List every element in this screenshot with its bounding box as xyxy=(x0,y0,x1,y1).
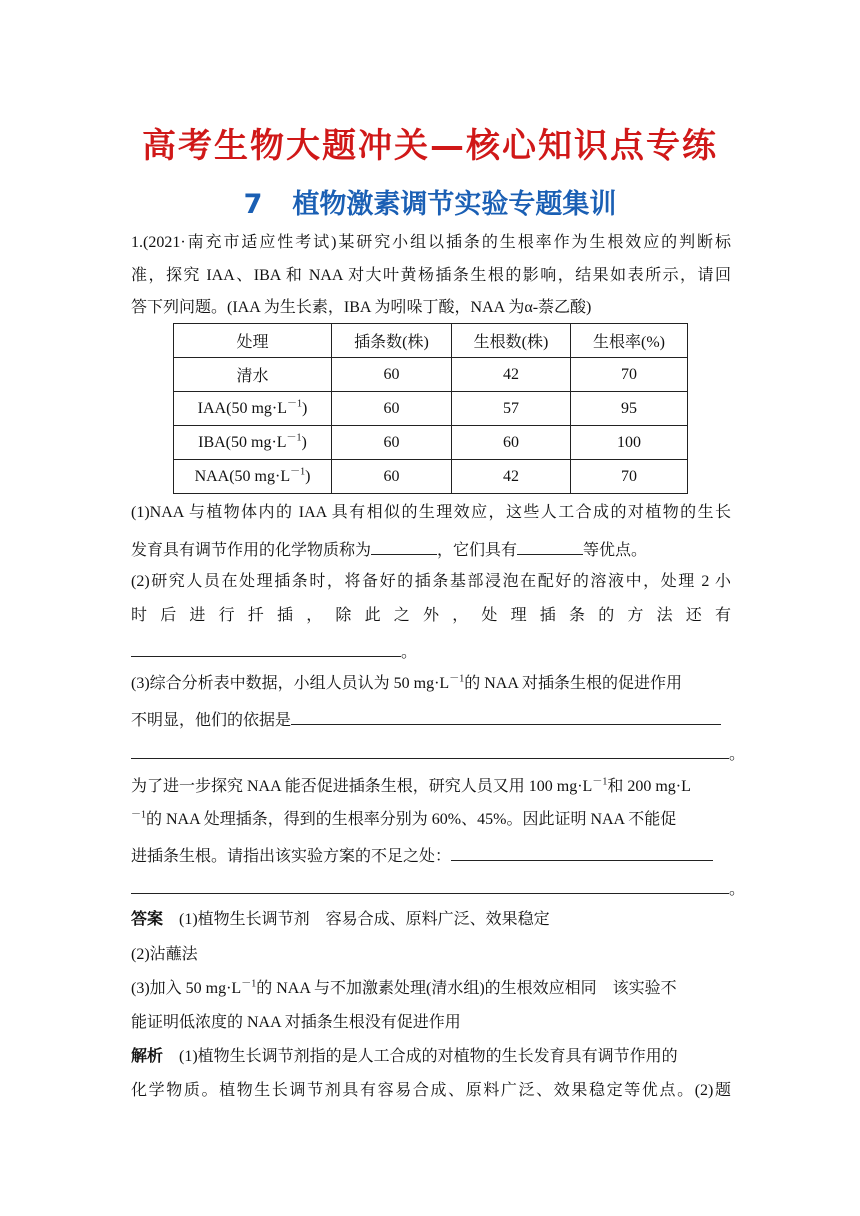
table-row xyxy=(174,392,688,426)
cell-treatment xyxy=(174,460,332,494)
q3-superscript: －1 xyxy=(449,673,465,685)
answer-line-4: 能证明低浓度的 NAA 对插条生根没有促进作用 xyxy=(131,1014,461,1031)
unit-close: ) xyxy=(305,467,311,485)
q3-blank-3[interactable] xyxy=(451,844,713,861)
cell-rooted: 57 xyxy=(452,392,571,426)
question-intro-line-2: 准，探究 IAA、IBA 和 NAA 对大叶黄杨插条生根的影响，结果如表所示，请回 xyxy=(131,267,731,284)
treatment-text: 清水 xyxy=(236,368,269,385)
q3-line-4 xyxy=(131,777,731,797)
q3-blank-2[interactable] xyxy=(131,742,729,759)
answer-1: (1)植物生长调节剂 容易合成、原料广泛、效果稳定 xyxy=(179,911,550,928)
table-row xyxy=(174,460,688,494)
cell-treatment xyxy=(174,392,332,426)
answer-line-3 xyxy=(131,979,731,999)
unit-superscript: －1 xyxy=(286,432,302,444)
cell-rate: 100 xyxy=(571,426,688,460)
results-table xyxy=(173,323,688,494)
q2-line-3 xyxy=(131,640,731,663)
answer-line-2: (2)沾蘸法 xyxy=(131,946,198,963)
q3-text-c: 不明显，他们的依据是 xyxy=(131,712,292,729)
q2-blank[interactable] xyxy=(131,640,401,657)
cell-cuttings: 60 xyxy=(332,426,452,460)
q3-superscript-2: －1 xyxy=(592,776,608,788)
header-rate: 生根率(%) xyxy=(571,324,688,358)
q3-blank-1[interactable] xyxy=(291,708,721,725)
analysis-label: 解析 xyxy=(131,1048,164,1065)
q3-end-1: 。 xyxy=(729,746,746,763)
q3-text-a: (3)综合分析表中数据，小组人员认为 50 mg·L xyxy=(131,675,450,692)
section-number: 7 xyxy=(243,189,263,220)
q1-line-2 xyxy=(131,538,731,561)
cell-rooted: 60 xyxy=(452,426,571,460)
answer-label: 答案 xyxy=(131,911,164,928)
question-intro-line-1: 1.(2021·南充市适应性考试)某研究小组以插条的生根率作为生根效应的判断标 xyxy=(131,234,731,251)
treatment-text: NAA(50 mg·L xyxy=(194,467,291,485)
answer-line-1 xyxy=(131,910,731,930)
cell-cuttings: 60 xyxy=(332,358,452,392)
q2-line-2: 时 后 进 行 扦 插 ， 除 此 之 外 ， 处 理 插 条 的 方 法 还 有 xyxy=(131,607,731,624)
treatment-text: IBA(50 mg·L xyxy=(198,433,287,451)
header-cuttings: 插条数(株) xyxy=(332,324,452,358)
q2-end: 。 xyxy=(401,644,418,661)
q1-line-1: (1)NAA 与植物体内的 IAA 具有相似的生理效应，这些人工合成的对植物的生长 xyxy=(131,504,731,521)
cell-rate: 70 xyxy=(571,358,688,392)
q1-blank-1[interactable] xyxy=(371,538,437,555)
section-title xyxy=(0,182,860,221)
analysis-text-1: (1)植物生长调节剂指的是人工合成的对植物的生长发育具有调节作用的 xyxy=(163,1048,678,1065)
table-header-row xyxy=(174,324,688,358)
unit-superscript: －1 xyxy=(290,466,306,478)
q3-line-5 xyxy=(131,810,731,830)
analysis-line-1 xyxy=(131,1047,731,1067)
cell-rooted: 42 xyxy=(452,460,571,494)
answer-3-superscript: －1 xyxy=(241,978,257,990)
answer-3-text-a: (3)加入 50 mg·L xyxy=(131,980,242,997)
q3-line-3 xyxy=(131,742,746,765)
cell-rate: 70 xyxy=(571,460,688,494)
q3-line-7 xyxy=(131,877,746,900)
cell-rooted: 42 xyxy=(452,358,571,392)
q3-blank-4[interactable] xyxy=(131,877,729,894)
cell-treatment xyxy=(174,426,332,460)
treatment-text: IAA(50 mg·L xyxy=(197,399,287,417)
unit-close: ) xyxy=(301,433,307,451)
q3-text-g: 进插条生根。请指出该实验方案的不足之处： xyxy=(131,848,452,865)
q3-text-d: 为了进一步探究 NAA 能否促进插条生根，研究人员又用 100 mg·L xyxy=(131,778,593,795)
q3-superscript-3: －1 xyxy=(131,809,146,821)
answer-3-text-b: 的 NAA 与不加激素处理(清水组)的生根效应相同 该实验不 xyxy=(256,980,677,997)
question-intro-line-3: 答下列问题。(IAA 为生长素，IBA 为吲哚丁酸，NAA 为α-萘乙酸) xyxy=(131,299,592,316)
table-row xyxy=(174,426,688,460)
header-treatment: 处理 xyxy=(174,324,332,358)
cell-rate: 95 xyxy=(571,392,688,426)
q1-text-b: ，它们具有 xyxy=(437,542,518,559)
banner-title: 高考生物大题冲关—核心知识点专练 xyxy=(142,126,718,166)
header-rooted: 生根数(株) xyxy=(452,324,571,358)
q3-text-f: 的 NAA 处理插条，得到的生根率分别为 60%、45%。因此证明 NAA 不能促 xyxy=(146,811,677,828)
q1-blank-2[interactable] xyxy=(517,538,583,555)
q3-end-2: 。 xyxy=(729,881,746,898)
cell-cuttings: 60 xyxy=(332,392,452,426)
table-row xyxy=(174,358,688,392)
unit-superscript: －1 xyxy=(286,398,302,410)
q1-text-c: 等优点。 xyxy=(583,542,648,559)
analysis-line-2: 化学物质。植物生长调节剂具有容易合成、原料广泛、效果稳定等优点。(2)题 xyxy=(131,1082,731,1099)
unit-close: ) xyxy=(301,399,308,417)
cell-cuttings: 60 xyxy=(332,460,452,494)
q2-line-1: (2)研究人员在处理插条时，将备好的插条基部浸泡在配好的溶液中，处理 2 小 xyxy=(131,573,731,590)
q3-line-2 xyxy=(131,708,731,731)
q1-text-a: 发育具有调节作用的化学物质称为 xyxy=(131,542,372,559)
q3-text-b: 的 NAA 对插条生根的促进作用 xyxy=(464,675,683,692)
q3-text-e: 和 200 mg·L xyxy=(607,778,691,795)
cell-treatment xyxy=(174,358,332,392)
q3-line-6 xyxy=(131,844,731,867)
section-title-text: 植物激素调节实验专题集训 xyxy=(292,189,617,220)
q3-line-1 xyxy=(131,674,731,694)
